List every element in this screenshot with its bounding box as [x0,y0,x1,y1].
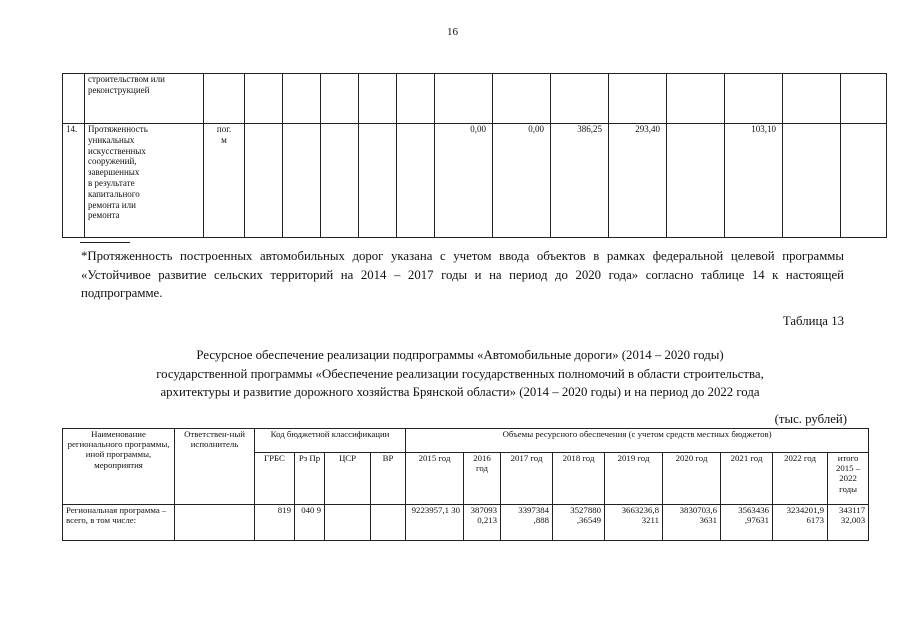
header-total: итого 2015 – 2022 годы [828,453,869,505]
value-cell: 343117 32,003 [828,505,869,541]
name-line: сооружений, [88,156,137,167]
row-number: 14. [63,124,85,238]
unit-cell [204,124,245,238]
name-line: ремонта или [88,199,136,210]
value-cell: 103,10 [725,124,783,238]
value-cell: 3563436 ,97631 [721,505,773,541]
value-cell: 9223957,1 30 [406,505,464,541]
rz-pr-cell: 040 9 [295,505,325,541]
header-volumes: Объемы ресурсного обеспечения (с учетом средств местных бюджетов) [406,429,869,453]
header-year: 2016 год [464,453,501,505]
header-year: 2022 год [773,453,828,505]
header-csr: ЦСР [325,453,371,505]
caption-line: Ресурсное обеспечение реализации подпрограммы «Автомобильные дороги» (2014 – 2020 годы) [196,348,724,362]
indicator-name [85,124,204,238]
value-cell: 3527880 ,36549 [553,505,605,541]
header-rz-pr: Рз Пр [295,453,325,505]
program-name: Региональная программа – всего, в том числе: [63,505,175,541]
name-line: уникальных [88,134,135,145]
header-year: 2020 год [663,453,721,505]
csr-cell [325,505,371,541]
unit-line: пог. [216,124,232,134]
table-row [63,505,869,541]
table-label: Таблица 13 [782,314,844,328]
value-cell: 386,25 [551,124,609,238]
header-grbs: ГРБС [255,453,295,505]
grbs-cell: 819 [255,505,295,541]
value-cell: 3663236,8 3211 [605,505,663,541]
value-cell: 0,00 [493,124,551,238]
header-year: 2018 год [553,453,605,505]
caption-line: государственной программы «Обеспечение реализации государственных полномочий в области строительства, [156,366,764,381]
header-year: 2015 год [406,453,464,505]
name-line: капитального [88,188,140,199]
value-cell: 3830703,6 3631 [663,505,721,541]
table-header-row [63,429,869,453]
indicators-table [62,73,887,238]
page-number: 16 [447,26,458,38]
header-vr: ВР [371,453,406,505]
table-row [63,124,887,238]
name-line: завершенных [88,167,140,178]
footnote: *Протяженность построенных автомобильных дорог указана с учетом ввода объектов в рамках федеральной целевой программы «Устойчивое развитие сельских территорий на 2014 – 2017 годы и на период до 2020 года» согласно таблице 14 к настоящей подпрограмме. [81,249,844,300]
caption-line: архитектуры и развитие дорожного хозяйства Брянской области» (2014 – 2020 годы) и на период до 2022 года [160,385,760,399]
name-line: ремонта [88,210,120,221]
header-year: 2017 год [501,453,553,505]
value-cell: 387093 0,213 [464,505,501,541]
header-executor: Ответствен-ный исполнитель [175,429,255,505]
header-year: 2019 год [605,453,663,505]
vr-cell [371,505,406,541]
value-cell: 3234201,9 6173 [773,505,828,541]
indicator-name: строительством или реконструкцией [85,74,204,124]
header-year: 2021 год [721,453,773,505]
header-budget-code: Код бюджетной классификации [255,429,406,453]
header-name: Наименование регионального программы, иной программы, мероприятия [63,429,175,505]
units-label: (тыс. рублей) [774,412,847,426]
table-caption [60,346,860,402]
unit-line: м [221,134,227,145]
value-cell: 3397384 ,888 [501,505,553,541]
name-line: в результате [88,177,135,188]
value-cell: 293,40 [609,124,667,238]
value-cell [667,124,725,238]
resource-table [62,428,869,541]
name-line: Протяженность [88,124,148,134]
executor-cell [175,505,255,541]
footnote-divider [80,242,130,243]
table-row [63,74,887,124]
name-line: искусственных [88,145,146,156]
value-cell: 0,00 [435,124,493,238]
